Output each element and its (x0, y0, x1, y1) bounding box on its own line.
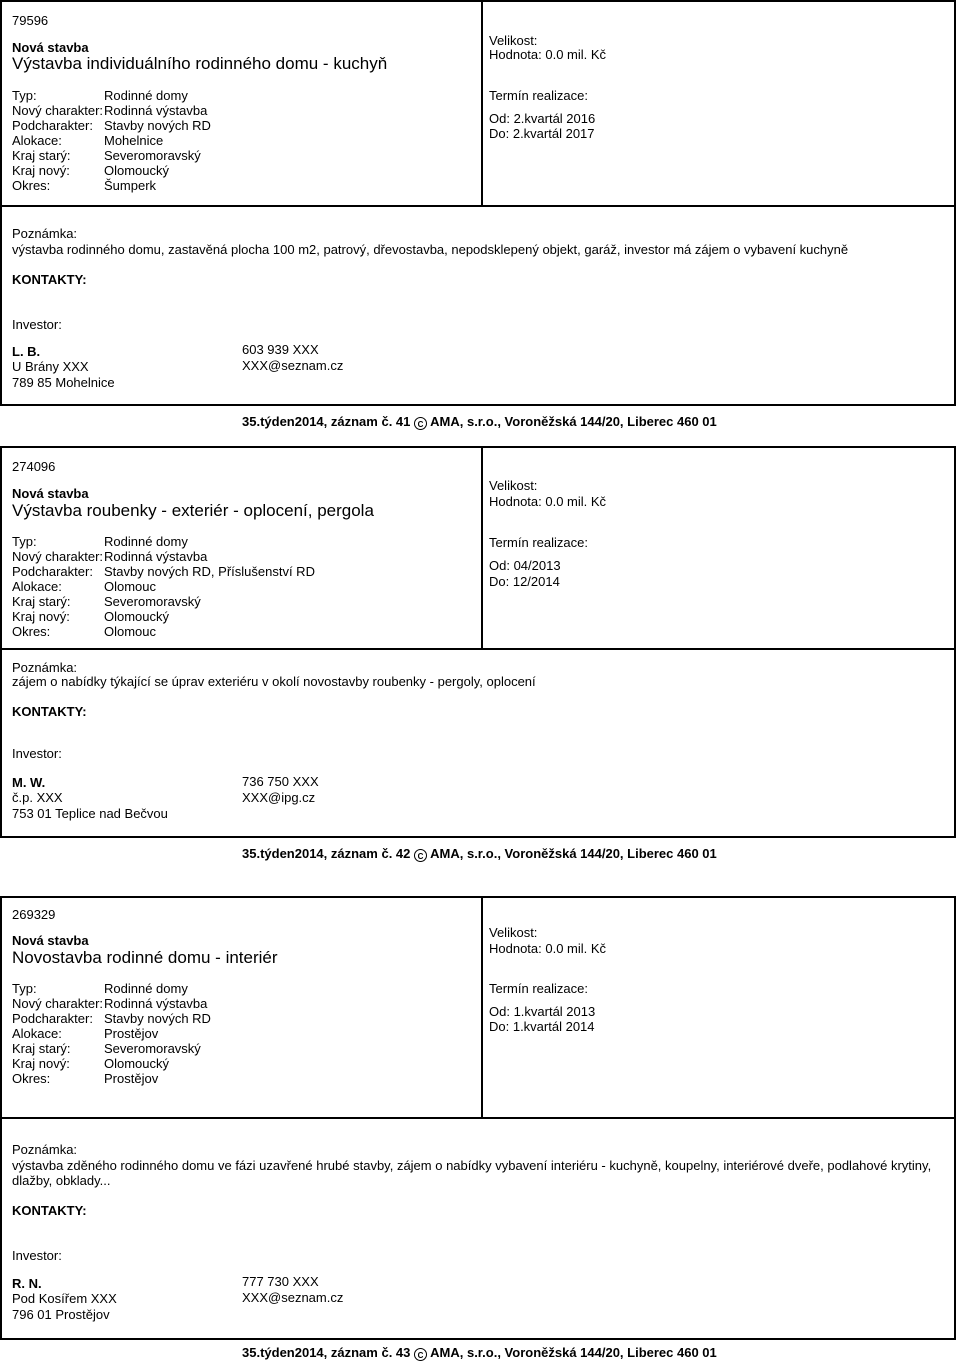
podcharakter-label: Podcharakter: (12, 118, 93, 133)
copyright-icon: C (414, 1348, 427, 1361)
typ-value: Rodinné domy (104, 981, 188, 996)
kraj-novy-label: Kraj nový: (12, 1056, 70, 1071)
kraj-novy-value: Olomoucký (104, 609, 170, 624)
record-id: 274096 (12, 459, 56, 474)
poznamka-text: výstavba zděného rodinného domu ve fázi uzavřené hrubé stavby, zájem o nabídky vybavení interiéru - kuchyně, koupelny, interiérové dveře, podlahové krytiny, dlažby, obklady... (12, 1158, 932, 1188)
velikost-label: Velikost: (489, 925, 538, 940)
hodnota-value: Hodnota: 0.0 mil. Kč (489, 47, 607, 62)
record-title: Výstavba roubenky - exteriér - oplocení, pergola (12, 501, 374, 520)
record-kind: Nová stavba (12, 933, 89, 948)
typ-label: Typ: (12, 981, 37, 996)
termin-do: Do: 1.kvartál 2014 (489, 1019, 595, 1034)
okres-value: Olomouc (104, 624, 157, 639)
alokace-label: Alokace: (12, 1026, 62, 1041)
kraj-novy-value: Olomoucký (104, 1056, 170, 1071)
alokace-label: Alokace: (12, 133, 62, 148)
record-footer-2 (242, 846, 717, 862)
copyright-icon: C (414, 849, 427, 862)
alokace-value: Mohelnice (104, 133, 164, 148)
kontakty-heading: KONTAKTY: (12, 272, 87, 287)
poznamka-text: výstavba rodinného domu, zastavěná plocha 100 m2, patrový, dřevostavba, nepodsklepený objekt, garáž, investor má zájem o vybavení kuchyně (12, 242, 849, 257)
poznamka-label: Poznámka: (12, 660, 78, 675)
footer-week-record: 35.týden2014, záznam č. 42 (242, 846, 411, 861)
investor-name: R. N. (12, 1276, 42, 1291)
investor-city: 753 01 Teplice nad Bečvou (12, 806, 168, 821)
record-3 (0, 896, 956, 1340)
investor-phone: 736 750 XXX (242, 774, 319, 789)
investor-phone: 777 730 XXX (242, 1274, 319, 1289)
investor-name: L. B. (12, 344, 41, 359)
termin-label: Termín realizace: (489, 981, 588, 996)
record-title: Výstavba individuálního rodinného domu - kuchyň (12, 54, 388, 73)
poznamka-label: Poznámka: (12, 1142, 78, 1157)
record-kind: Nová stavba (12, 486, 89, 501)
charakter-label: Nový charakter: (12, 996, 104, 1011)
charakter-value: Rodinná výstavba (104, 103, 208, 118)
investor-email: XXX@ipg.cz (242, 790, 316, 805)
record-footer-1 (242, 414, 717, 430)
record-id: 79596 (12, 13, 49, 28)
velikost-label: Velikost: (489, 33, 538, 48)
termin-label: Termín realizace: (489, 88, 588, 103)
investor-phone: 603 939 XXX (242, 342, 319, 357)
kraj-stary-value: Severomoravský (104, 1041, 201, 1056)
poznamka-label: Poznámka: (12, 226, 78, 241)
investor-name: M. W. (12, 775, 46, 790)
okres-label: Okres: (12, 1071, 51, 1086)
investor-city: 796 01 Prostějov (12, 1307, 110, 1322)
podcharakter-value: Stavby nových RD (104, 118, 211, 133)
record-title: Novostavba rodinné domu - interiér (12, 948, 278, 967)
footer-week-record: 35.týden2014, záznam č. 43 (242, 1345, 411, 1360)
hodnota-value: Hodnota: 0.0 mil. Kč (489, 494, 607, 509)
termin-od: Od: 2.kvartál 2016 (489, 111, 596, 126)
footer-week-record: 35.týden2014, záznam č. 41 (242, 414, 411, 429)
kraj-stary-label: Kraj starý: (12, 594, 71, 609)
typ-value: Rodinné domy (104, 534, 188, 549)
okres-value: Prostějov (104, 1071, 159, 1086)
footer-company: AMA, s.r.o., Voroněžská 144/20, Liberec 460 01 (430, 414, 717, 429)
charakter-value: Rodinná výstavba (104, 996, 208, 1011)
investor-street: U Brány XXX (12, 359, 89, 374)
podcharakter-value: Stavby nových RD, Příslušenství RD (104, 564, 315, 579)
hodnota-value: Hodnota: 0.0 mil. Kč (489, 941, 607, 956)
investor-label: Investor: (12, 1248, 62, 1263)
investor-city: 789 85 Mohelnice (12, 375, 115, 390)
charakter-label: Nový charakter: (12, 549, 104, 564)
record-1 (0, 0, 956, 406)
footer-company: AMA, s.r.o., Voroněžská 144/20, Liberec 460 01 (430, 1345, 717, 1360)
kraj-novy-label: Kraj nový: (12, 609, 70, 624)
alokace-label: Alokace: (12, 579, 62, 594)
podcharakter-value: Stavby nových RD (104, 1011, 211, 1026)
typ-label: Typ: (12, 534, 37, 549)
record-kind: Nová stavba (12, 40, 89, 55)
kraj-novy-label: Kraj nový: (12, 163, 70, 178)
investor-label: Investor: (12, 317, 62, 332)
record-id: 269329 (12, 907, 56, 922)
investor-street: Pod Kosířem XXX (12, 1291, 117, 1306)
termin-od: Od: 04/2013 (489, 558, 561, 573)
okres-label: Okres: (12, 624, 51, 639)
typ-label: Typ: (12, 88, 37, 103)
kontakty-heading: KONTAKTY: (12, 1203, 87, 1218)
copyright-icon: C (414, 417, 427, 430)
podcharakter-label: Podcharakter: (12, 1011, 93, 1026)
alokace-value: Olomouc (104, 579, 157, 594)
record-2 (0, 446, 956, 838)
kraj-stary-label: Kraj starý: (12, 1041, 71, 1056)
typ-value: Rodinné domy (104, 88, 188, 103)
record-footer-3 (242, 1345, 717, 1361)
kraj-novy-value: Olomoucký (104, 163, 170, 178)
okres-value: Šumperk (104, 178, 157, 193)
investor-label: Investor: (12, 746, 62, 761)
charakter-value: Rodinná výstavba (104, 549, 208, 564)
okres-label: Okres: (12, 178, 51, 193)
kraj-stary-value: Severomoravský (104, 148, 201, 163)
investor-street: č.p. XXX (12, 790, 63, 805)
charakter-label: Nový charakter: (12, 103, 104, 118)
investor-email: XXX@seznam.cz (242, 358, 344, 373)
alokace-value: Prostějov (104, 1026, 159, 1041)
termin-do: Do: 12/2014 (489, 574, 560, 589)
kraj-stary-label: Kraj starý: (12, 148, 71, 163)
footer-company: AMA, s.r.o., Voroněžská 144/20, Liberec 460 01 (430, 846, 717, 861)
termin-do: Do: 2.kvartál 2017 (489, 126, 595, 141)
kontakty-heading: KONTAKTY: (12, 704, 87, 719)
termin-label: Termín realizace: (489, 535, 588, 550)
investor-email: XXX@seznam.cz (242, 1290, 344, 1305)
poznamka-text: zájem o nabídky týkající se úprav exteriéru v okolí novostavby roubenky - pergoly, oplocení (12, 674, 536, 689)
termin-od: Od: 1.kvartál 2013 (489, 1004, 596, 1019)
kraj-stary-value: Severomoravský (104, 594, 201, 609)
podcharakter-label: Podcharakter: (12, 564, 93, 579)
velikost-label: Velikost: (489, 478, 538, 493)
